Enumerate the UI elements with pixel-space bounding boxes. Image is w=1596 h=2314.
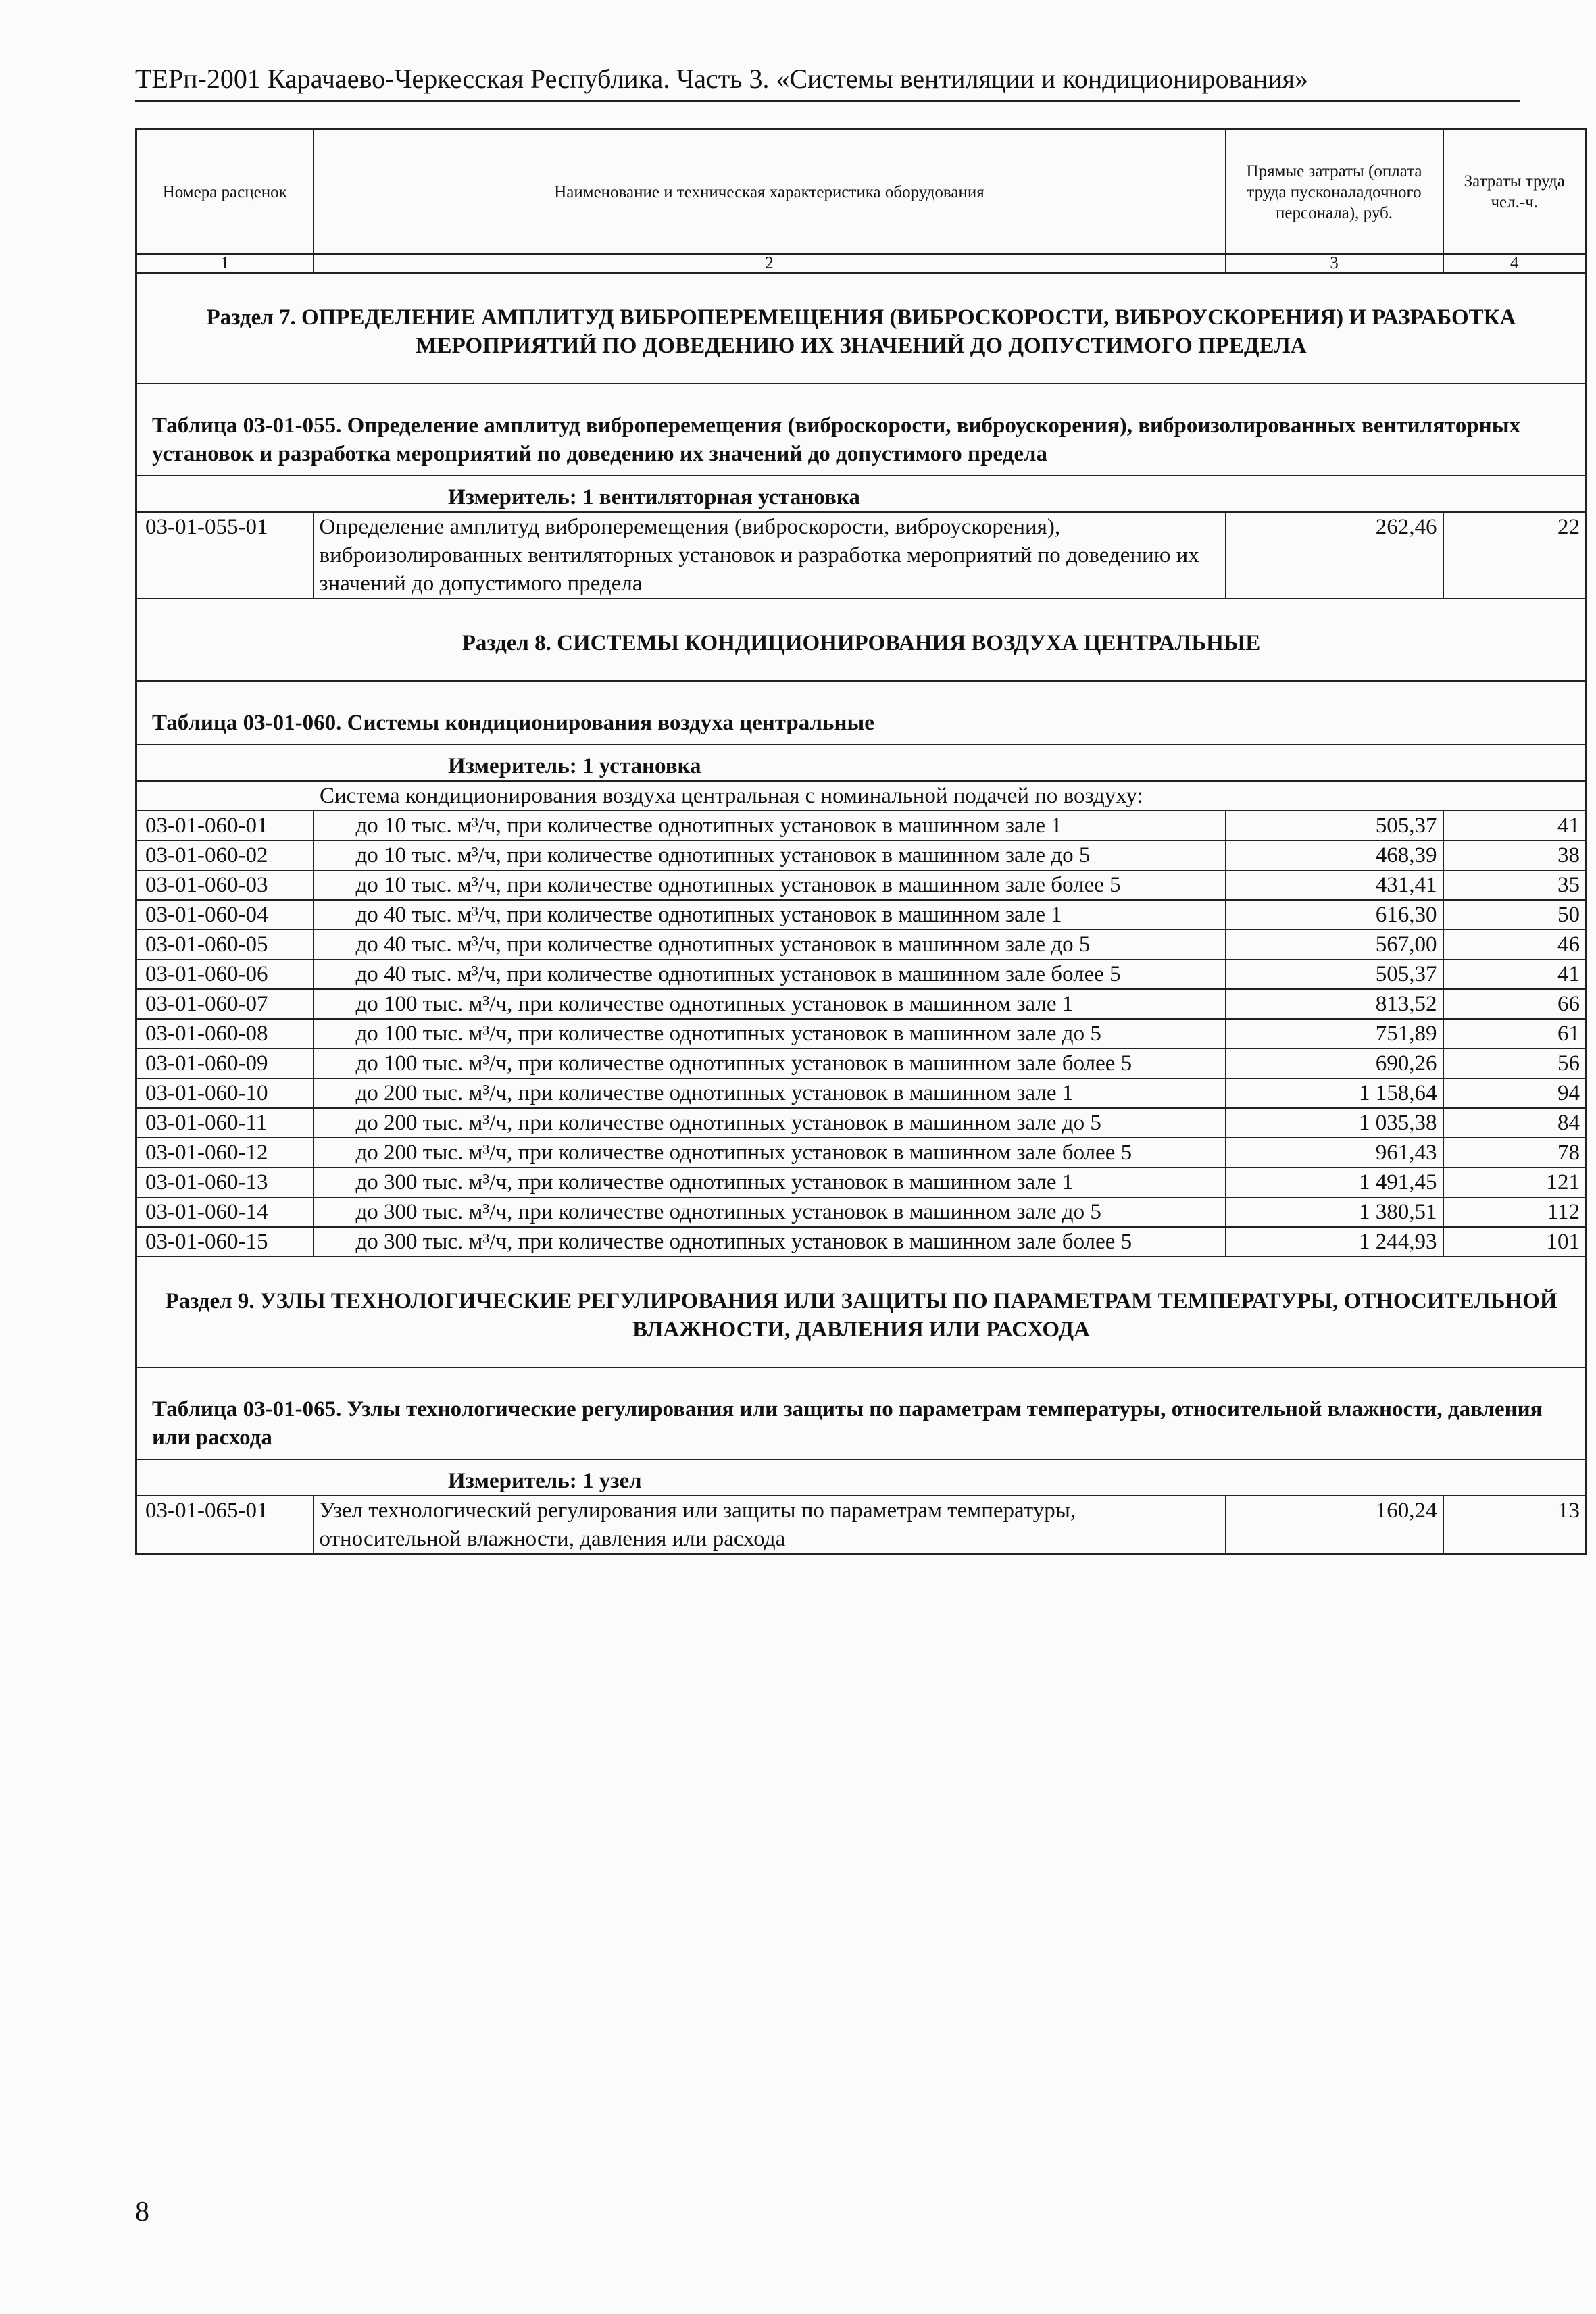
- rate-cost: 262,46: [1226, 512, 1443, 599]
- rate-description: до 100 тыс. м³/ч, при количестве однотипных установок в машинном зале до 5: [314, 1019, 1226, 1049]
- rate-description: до 300 тыс. м³/ч, при количестве однотипных установок в машинном зале 1: [314, 1167, 1226, 1197]
- table-row: [136, 989, 1587, 1019]
- rate-description: до 300 тыс. м³/ч, при количестве однотипных установок в машинном зале более 5: [314, 1227, 1226, 1257]
- section-9-title: Раздел 9. УЗЛЫ ТЕХНОЛОГИЧЕСКИЕ РЕГУЛИРОВАНИЯ ИЛИ ЗАЩИТЫ ПО ПАРАМЕТРАМ ТЕМПЕРАТУРЫ, ОТНОСИТЕЛЬНОЙ ВЛАЖНОСТИ, ДАВЛЕНИЯ ИЛИ РАСХОДА: [136, 1257, 1587, 1367]
- header-cost: Прямые затраты (оплата труда пусконаладочного персонала), руб.: [1226, 130, 1443, 255]
- rate-labor: 41: [1443, 959, 1587, 989]
- rate-description: до 200 тыс. м³/ч, при количестве однотипных установок в машинном зале более 5: [314, 1138, 1226, 1167]
- rate-cost: 813,52: [1226, 989, 1443, 1019]
- rate-cost: 751,89: [1226, 1019, 1443, 1049]
- rate-labor: 46: [1443, 930, 1587, 959]
- rate-labor: 66: [1443, 989, 1587, 1019]
- measure-label: Измеритель: 1 вентиляторная установка: [136, 476, 1587, 512]
- column-number: 4: [1443, 254, 1587, 273]
- document-title: ТЕРп-2001 Карачаево-Черкесская Республика. Часть 3. «Системы вентиляции и кондиционирования»: [135, 64, 1308, 94]
- system-description: Система кондиционирования воздуха центральная с номинальной подачей по воздуху:: [136, 781, 1587, 811]
- rate-code: 03-01-060-12: [136, 1138, 314, 1167]
- measure-row: [136, 476, 1587, 512]
- rate-labor: 50: [1443, 900, 1587, 930]
- column-number: 1: [136, 254, 314, 273]
- rate-labor: 41: [1443, 811, 1587, 840]
- measure-label: Измеритель: 1 установка: [136, 745, 1587, 781]
- rate-description: до 40 тыс. м³/ч, при количестве однотипных установок в машинном зале более 5: [314, 959, 1226, 989]
- table-060-title: Таблица 03-01-060. Системы кондиционирования воздуха центральные: [136, 681, 1587, 745]
- rate-code: 03-01-060-06: [136, 959, 314, 989]
- rates-table: [135, 128, 1587, 1555]
- rate-labor: 22: [1443, 512, 1587, 599]
- table-row: [136, 930, 1587, 959]
- header-labor: Затраты труда чел.-ч.: [1443, 130, 1587, 255]
- section-7-title: Раздел 7. ОПРЕДЕЛЕНИЕ АМПЛИТУД ВИБРОПЕРЕМЕЩЕНИЯ (ВИБРОСКОРОСТИ, ВИБРОУСКОРЕНИЯ) И РАЗРАБОТКА МЕРОПРИЯТИЙ ПО ДОВЕДЕНИЮ ИХ ЗНАЧЕНИЙ ДО ДОПУСТИМОГО ПРЕДЕЛА: [136, 273, 1587, 384]
- table-055-title: Таблица 03-01-055. Определение амплитуд виброперемещения (виброскорости, виброускорения), виброизолированных вентиляторных установок и разработка мероприятий по доведению их значений до допустимого предела: [136, 384, 1587, 476]
- measure-row: [136, 1459, 1587, 1496]
- table-row: [136, 870, 1587, 900]
- rate-cost: 690,26: [1226, 1049, 1443, 1078]
- rate-labor: 121: [1443, 1167, 1587, 1197]
- rate-description: до 300 тыс. м³/ч, при количестве однотипных установок в машинном зале до 5: [314, 1197, 1226, 1227]
- rate-labor: 78: [1443, 1138, 1587, 1167]
- rate-cost: 1 491,45: [1226, 1167, 1443, 1197]
- title-rule: [135, 100, 1520, 102]
- table-row: [136, 840, 1587, 870]
- table-row: [136, 1049, 1587, 1078]
- measure-label: Измеритель: 1 узел: [136, 1459, 1587, 1496]
- rate-description: до 40 тыс. м³/ч, при количестве однотипных установок в машинном зале 1: [314, 900, 1226, 930]
- rate-cost: 431,41: [1226, 870, 1443, 900]
- table-row: [136, 1227, 1587, 1257]
- header-code: Номера расценок: [136, 130, 314, 255]
- measure-row: [136, 745, 1587, 781]
- table-row: [136, 1167, 1587, 1197]
- table-row: [136, 1138, 1587, 1167]
- rate-code: 03-01-060-02: [136, 840, 314, 870]
- rate-labor: 94: [1443, 1078, 1587, 1108]
- section-heading-row: [136, 1257, 1587, 1367]
- table-row: [136, 900, 1587, 930]
- rate-labor: 13: [1443, 1496, 1587, 1555]
- rate-cost: 961,43: [1226, 1138, 1443, 1167]
- rate-cost: 505,37: [1226, 959, 1443, 989]
- rate-cost: 1 035,38: [1226, 1108, 1443, 1138]
- rate-code: 03-01-060-01: [136, 811, 314, 840]
- section-heading-row: [136, 599, 1587, 681]
- rate-labor: 84: [1443, 1108, 1587, 1138]
- system-description-row: [136, 781, 1587, 811]
- rate-labor: 61: [1443, 1019, 1587, 1049]
- section-heading-row: [136, 273, 1587, 384]
- rate-description: до 10 тыс. м³/ч, при количестве однотипных установок в машинном зале до 5: [314, 840, 1226, 870]
- rate-cost: 1 158,64: [1226, 1078, 1443, 1108]
- table-title-row: [136, 384, 1587, 476]
- rate-code: 03-01-060-13: [136, 1167, 314, 1197]
- table-row: [136, 1108, 1587, 1138]
- table-header-row: [136, 130, 1587, 255]
- rate-cost: 160,24: [1226, 1496, 1443, 1555]
- rate-description: до 100 тыс. м³/ч, при количестве однотипных установок в машинном зале 1: [314, 989, 1226, 1019]
- rate-labor: 112: [1443, 1197, 1587, 1227]
- rate-description: до 200 тыс. м³/ч, при количестве однотипных установок в машинном зале до 5: [314, 1108, 1226, 1138]
- column-number: 2: [314, 254, 1226, 273]
- rate-code: 03-01-060-04: [136, 900, 314, 930]
- rate-cost: 505,37: [1226, 811, 1443, 840]
- rate-description: до 100 тыс. м³/ч, при количестве однотипных установок в машинном зале более 5: [314, 1049, 1226, 1078]
- rate-description: до 10 тыс. м³/ч, при количестве однотипных установок в машинном зале 1: [314, 811, 1226, 840]
- rate-cost: 1 380,51: [1226, 1197, 1443, 1227]
- table-row: [136, 1496, 1587, 1555]
- rate-description: до 10 тыс. м³/ч, при количестве однотипных установок в машинном зале более 5: [314, 870, 1226, 900]
- rate-code: 03-01-060-11: [136, 1108, 314, 1138]
- rate-description: Определение амплитуд виброперемещения (виброскорости, виброускорения), виброизолированных вентиляторных установок и разработка мероприятий по доведению их значений до допустимого предела: [314, 512, 1226, 599]
- rate-labor: 101: [1443, 1227, 1587, 1257]
- rate-code: 03-01-055-01: [136, 512, 314, 599]
- table-065-title: Таблица 03-01-065. Узлы технологические регулирования или защиты по параметрам температуры, относительной влажности, давления или расхода: [136, 1367, 1587, 1459]
- table-row: [136, 1197, 1587, 1227]
- column-number: 3: [1226, 254, 1443, 273]
- section-8-title: Раздел 8. СИСТЕМЫ КОНДИЦИОНИРОВАНИЯ ВОЗДУХА ЦЕНТРАЛЬНЫЕ: [136, 599, 1587, 681]
- table-row: [136, 1019, 1587, 1049]
- rate-cost: 567,00: [1226, 930, 1443, 959]
- rate-code: 03-01-060-08: [136, 1019, 314, 1049]
- header-name: Наименование и техническая характеристика оборудования: [314, 130, 1226, 255]
- rate-code: 03-01-060-03: [136, 870, 314, 900]
- rate-code: 03-01-060-05: [136, 930, 314, 959]
- rate-cost: 1 244,93: [1226, 1227, 1443, 1257]
- rate-description: Узел технологический регулирования или защиты по параметрам температуры, относительной влажности, давления или расхода: [314, 1496, 1226, 1555]
- table-row: [136, 811, 1587, 840]
- table-title-row: [136, 681, 1587, 745]
- table-row: [136, 512, 1587, 599]
- rate-labor: 38: [1443, 840, 1587, 870]
- rate-description: до 40 тыс. м³/ч, при количестве однотипных установок в машинном зале до 5: [314, 930, 1226, 959]
- rate-code: 03-01-060-15: [136, 1227, 314, 1257]
- rate-labor: 56: [1443, 1049, 1587, 1078]
- rate-code: 03-01-060-14: [136, 1197, 314, 1227]
- table-row: [136, 959, 1587, 989]
- page-number: 8: [135, 2196, 149, 2228]
- rate-cost: 468,39: [1226, 840, 1443, 870]
- rate-code: 03-01-065-01: [136, 1496, 314, 1555]
- rate-code: 03-01-060-10: [136, 1078, 314, 1108]
- rate-cost: 616,30: [1226, 900, 1443, 930]
- table-title-row: [136, 1367, 1587, 1459]
- table-row: [136, 1078, 1587, 1108]
- rate-description: до 200 тыс. м³/ч, при количестве однотипных установок в машинном зале 1: [314, 1078, 1226, 1108]
- column-number-row: [136, 254, 1587, 273]
- rate-code: 03-01-060-07: [136, 989, 314, 1019]
- rate-code: 03-01-060-09: [136, 1049, 314, 1078]
- rate-labor: 35: [1443, 870, 1587, 900]
